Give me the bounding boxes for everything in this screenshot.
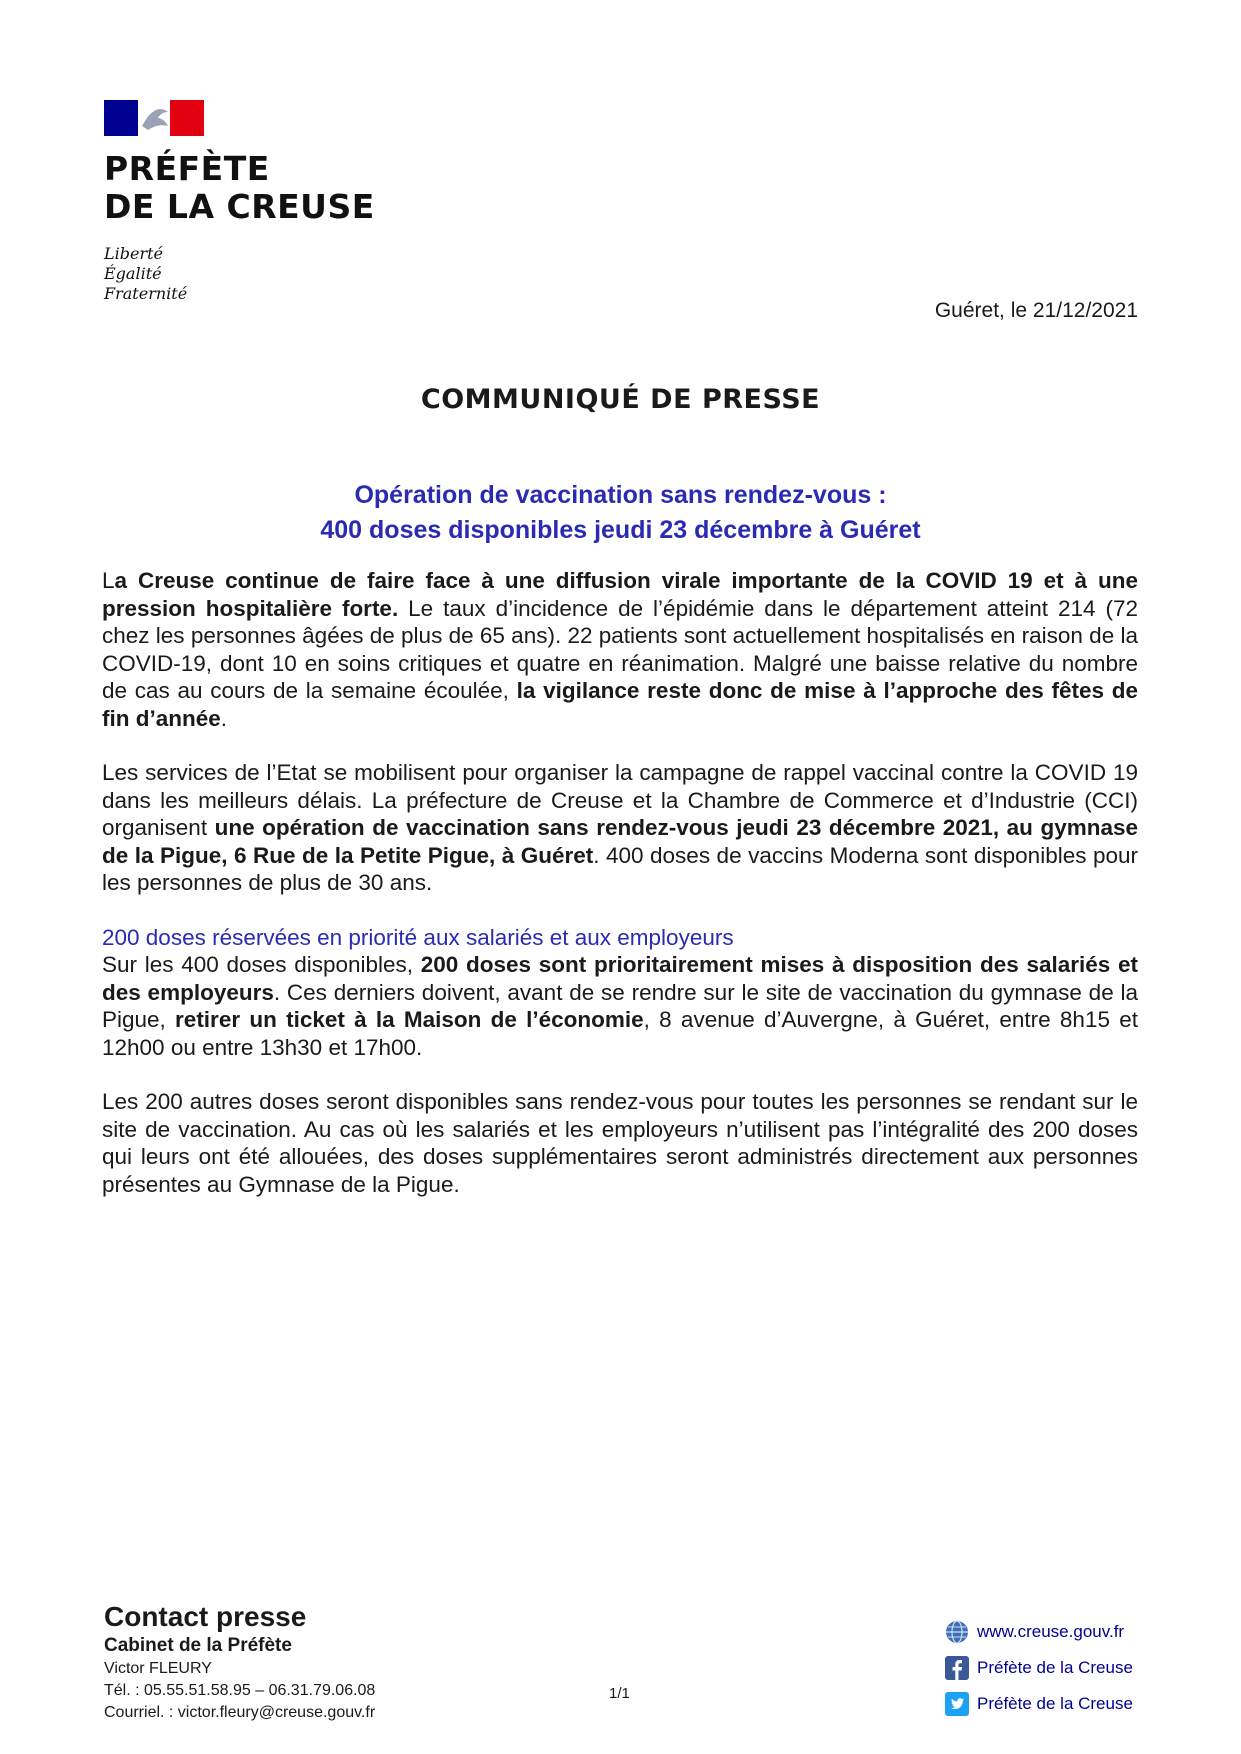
p2-text: Les services de l’Etat se mobilisent pour organiser la campagne de rappel vaccinal contre la COVID 19 dans les meilleurs délais. La préfecture de Creuse et la Chambre de Commerce et d’Industrie (CCI) organisent: [102, 760, 1138, 840]
p1-lead: L: [102, 568, 115, 593]
headline-line1: Opération de vaccination sans rendez-vous :: [354, 481, 887, 509]
page-number: 1/1: [609, 1685, 630, 1702]
paragraph-priority: [102, 951, 1138, 1061]
twitter-link[interactable]: [945, 1686, 1133, 1722]
document-type-title: COMMUNIQUÉ DE PRESSE: [420, 384, 821, 415]
social-links: [945, 1614, 1133, 1722]
contact-email[interactable]: Courriel. : victor.fleury@creuse.gouv.fr: [104, 1704, 376, 1721]
paragraph-remaining-doses: Les 200 autres doses seront disponibles sans rendez-vous pour toutes les personnes se rendant sur le site de vaccination. Au cas où les salariés et les employeurs n’utilisent pas l’intégralité des 200 doses qui leurs ont été allouées, des doses supplémentaires seront administrés directement aux personnes présentes au Gymnase de la Pigue.: [102, 1089, 1138, 1197]
p3-bold1: 200 doses sont prioritairement mises à disposition des salariés et des employeurs: [102, 952, 1138, 1005]
p3-text3: , 8 avenue d’Auvergne, à Guéret, entre 8h15 et 12h00 ou entre 13h30 et 17h00.: [102, 1007, 1138, 1060]
p3-bold2: retirer un ticket à la Maison de l’économie: [175, 1007, 644, 1032]
facebook-icon: [945, 1656, 969, 1680]
prefecture-name-line1: PRÉFÈTE: [104, 149, 270, 188]
p1-text: Le taux d’incidence de l’épidémie dans le département atteint 214 (72 chez les personnes âgées de plus de 65 ans). 22 patients sont actuellement hospitalisés en raison de la COVID-19, dont 10 en soins critiques et quatre en réanimation. Malgré une baisse relative du nombre de cas au cours de la semaine écoulée,: [102, 595, 1138, 703]
paragraph-situation: [102, 567, 1138, 732]
headline-line2: 400 doses disponibles jeudi 23 décembre à Guéret: [320, 516, 921, 544]
contact-unit: Cabinet de la Préfète: [104, 1635, 292, 1656]
p1-bold-lead: a Creuse continue de faire face à une diffusion virale importante de la COVID 19 et à une pression hospitalière forte.: [102, 568, 1138, 621]
republic-motto: [104, 244, 375, 304]
prefecture-name: [104, 150, 375, 226]
p1-end: .: [220, 705, 228, 731]
p2-end: . 400 doses de vaccins Moderna sont disponibles pour les personnes de plus de 30 ans.: [102, 842, 1138, 895]
motto-liberte: Liberté: [104, 244, 163, 263]
facebook-label: Préfète de la Creuse: [977, 1658, 1133, 1677]
facebook-link[interactable]: [945, 1650, 1133, 1686]
website-label: www.creuse.gouv.fr: [977, 1622, 1125, 1641]
place-date: Guéret, le 21/12/2021: [934, 299, 1138, 322]
twitter-label: Préfète de la Creuse: [977, 1694, 1133, 1713]
marianne-flag: [104, 100, 204, 136]
section-subheading: 200 doses réservées en priorité aux salariés et aux employeurs: [102, 924, 734, 950]
prefecture-logo: [104, 100, 375, 304]
p3-text1: Sur les 400 doses disponibles,: [102, 952, 421, 977]
paragraph-operation: [102, 759, 1138, 897]
press-contact: [104, 1600, 375, 1724]
twitter-icon: [945, 1692, 969, 1716]
website-link[interactable]: [945, 1614, 1133, 1650]
globe-icon: [945, 1620, 969, 1644]
contact-name: Victor FLEURY: [104, 1660, 212, 1677]
body-text: [102, 567, 1138, 1198]
p2-bold: une opération de vaccination sans rendez-vous jeudi 23 décembre 2021, au gymnase de la Pigue, 6 Rue de la Petite Pigue, à Guéret: [102, 815, 1138, 868]
p3-text2: . Ces derniers doivent, avant de se rendre sur le site de vaccination du gymnase de la Pigue,: [102, 979, 1139, 1032]
contact-phone: Tél. : 05.55.51.58.95 – 06.31.79.06.08: [104, 1682, 376, 1699]
prefecture-name-line2: DE LA CREUSE: [104, 187, 375, 226]
motto-egalite: Égalité: [104, 264, 162, 283]
contact-title: Contact presse: [104, 1601, 307, 1632]
headline: [0, 478, 1241, 548]
p1-bold-end: la vigilance reste donc de mise à l’approche des fêtes de fin d’année: [102, 678, 1138, 731]
motto-fraternite: Fraternité: [104, 284, 188, 303]
